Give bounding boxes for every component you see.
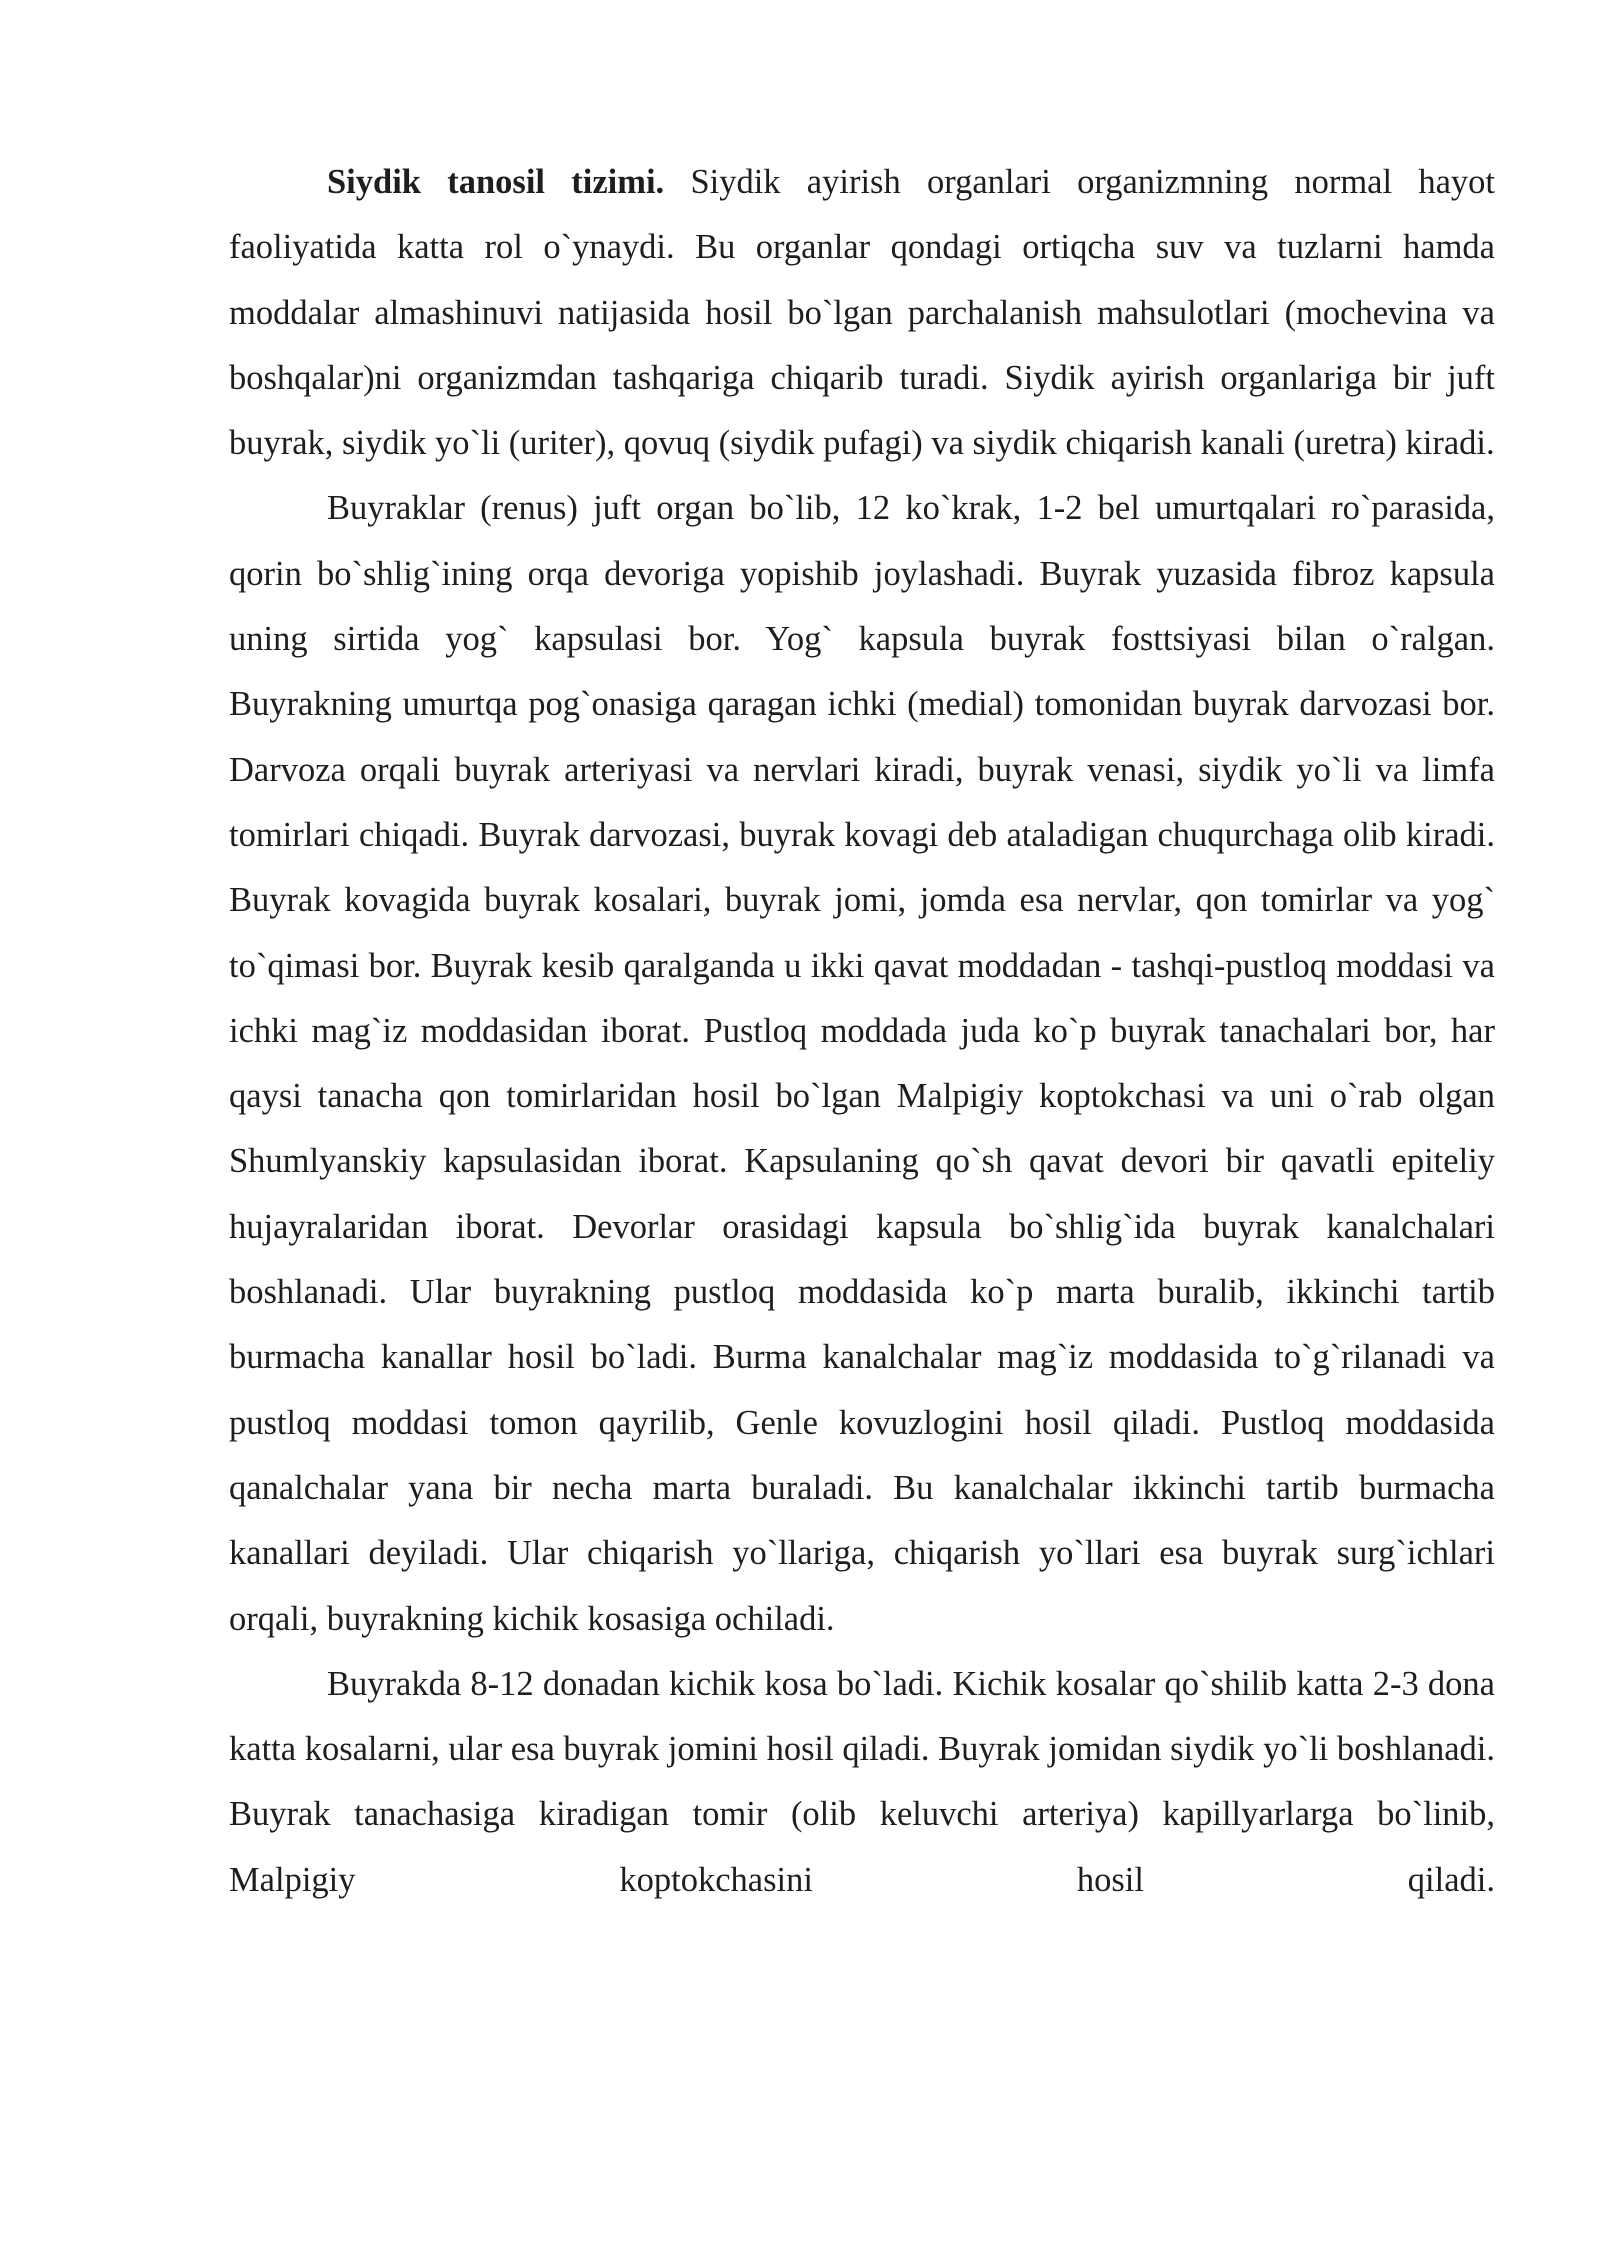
paragraph-urinary-system	[229, 150, 1495, 476]
paragraph-text: Siydik ayirish organlari organizmning normal hayot faoliyatida katta rol o`ynaydi. Bu organlar qondagi ortiqcha suv va tuzlarni hamda moddalar almashinuvi natijasida hosil bo`lgan parchalanish mahsulotlari (mochevina va boshqalar)ni organizmdan tashqariga chiqarib turadi. Siydik ayirish organlariga bir juft buyrak, siydik yo`li (uriter), qovuq (siydik pufagi) va siydik chiqarish kanali (uretra) kiradi.	[229, 163, 1495, 463]
document-body	[229, 150, 1495, 1913]
paragraph-text: Buyraklar (renus) juft organ bo`lib, 12 ko`krak, 1-2 bel umurtqalari ro`parasida, qorin bo`shlig`ining orqa devoriga yopishib joylashadi. Buyrak yuzasida fibroz kapsula uning sirtida yog` kapsulasi bor. Yog` kapsula buyrak fosttsiyasi bilan o`ralgan. Buyrakning umurtqa pog`onasiga qaragan ichki (medial) tomonidan buyrak darvozasi bor. Darvoza orqali buyrak arteriyasi va nervlari kiradi, buyrak venasi, siydik yo`li va limfa tomirlari chiqadi. Buyrak darvozasi, buyrak kovagi deb ataladigan chuqurchaga olib kiradi. Buyrak kovagida buyrak kosalari, buyrak jomi, jomda esa nervlar, qon tomirlar va yog` to`qimasi bor. Buyrak kesib qaralganda u ikki qavat moddadan - tashqi-pustloq moddasi va ichki mag`iz moddasidan iborat. Pustloq moddada juda ko`p buyrak tanachalari bor, har qaysi tanacha qon tomirlaridan hosil bo`lgan Malpigiy koptokchasi va uni o`rab olgan Shumlyanskiy kapsulasidan iborat. Kapsulaning qo`sh qavat devori bir qavatli epiteliy hujayralaridan iborat. Devorlar orasidagi kapsula bo`shlig`ida buyrak kanalchalari boshlanadi. Ular buyrakning pustloq moddasida ko`p marta buralib, ikkinchi tartib burmacha kanallar hosil bo`ladi. Burma kanalchalar mag`iz moddasida to`g`rilanadi va pustloq moddasi tomon qayrilib, Genle kovuzlogini hosil qiladi. Pustloq moddasida qanalchalar yana bir necha marta buraladi. Bu kanalchalar ikkinchi tartib burmacha kanallari deyiladi. Ular chiqarish yo`llariga, chiqarish yo`llari esa buyrak surg`ichlari orqali, buyrakning kichik kosasiga ochiladi.	[229, 489, 1495, 1638]
paragraph-text: Buyrakda 8-12 donadan kichik kosa bo`ladi. Kichik kosalar qo`shilib katta 2-3 dona katta kosalarni, ular esa buyrak jomini hosil qiladi. Buyrak jomidan siydik yo`li boshlanadi. Buyrak tanachasiga kiradigan tomir (olib keluvchi arteriya) kapillyarlarga bo`linib, Malpigiy koptokchasini hosil qiladi.	[229, 1664, 1495, 1899]
section-heading: Siydik tanosil tizimi.	[327, 163, 665, 201]
paragraph-kidney-calyces	[229, 1652, 1495, 1913]
paragraph-kidneys	[229, 476, 1495, 1651]
